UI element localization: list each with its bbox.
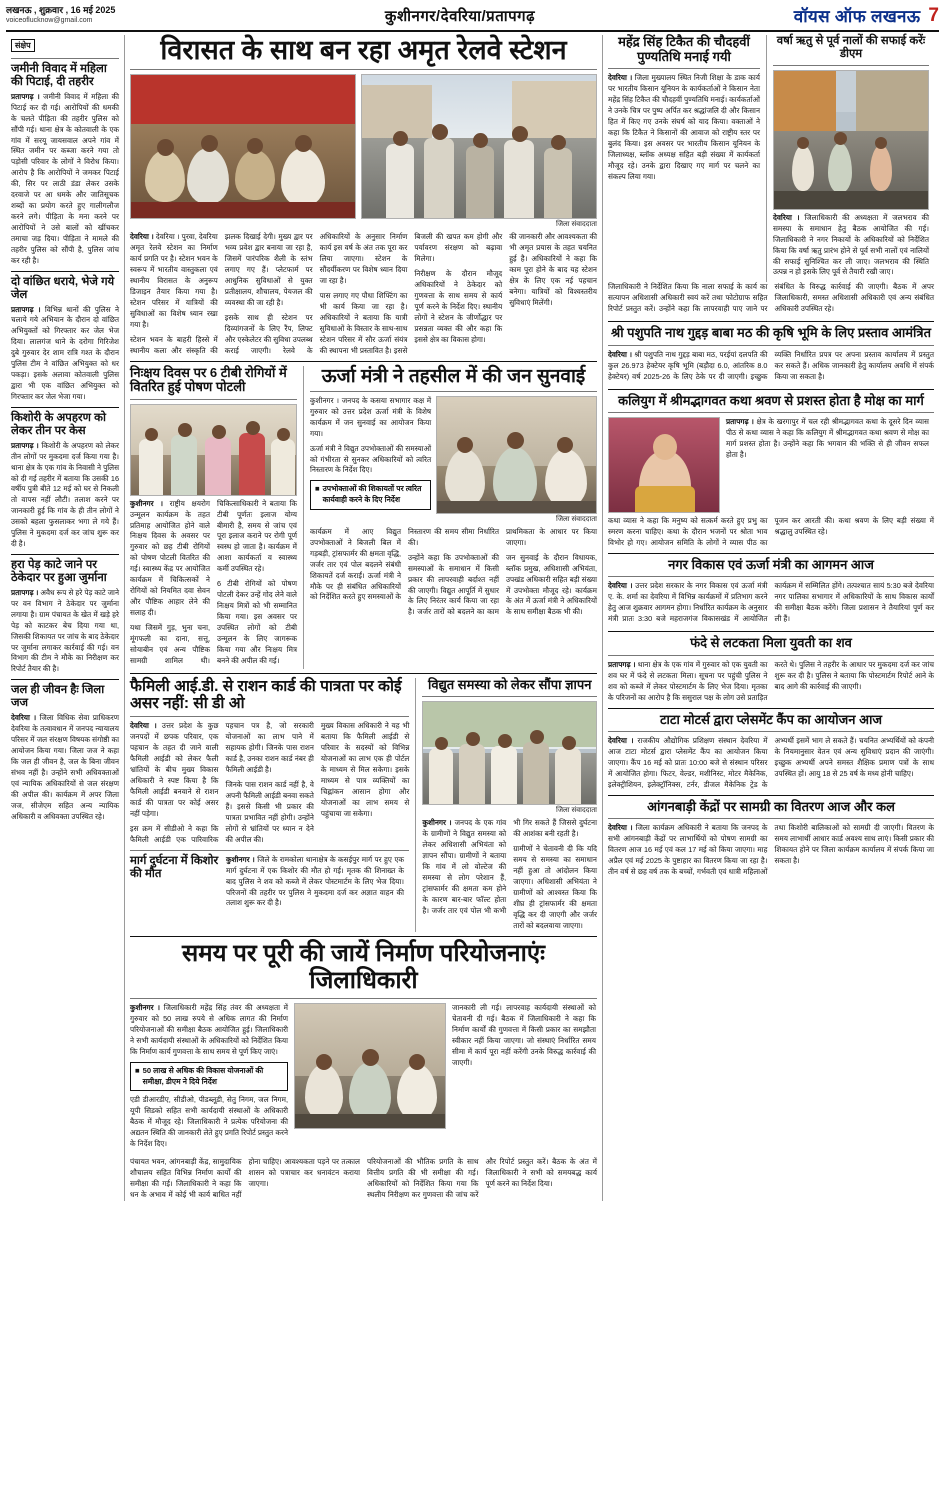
column-center	[124, 35, 602, 1201]
body-text: निरीक्षण के दौरान मौजूद अधिकारियों ने ठेकेदार को गुणवत्ता के साथ समय से कार्य पूर्ण करने के निर्देश दिए। स्थानीय लोगों ने स्टेशन के जीर्णोद्धार पर प्रसन्नता व्यक्त की और कहा कि इससे क्षेत्र का विकास होगा।	[414, 269, 503, 344]
body-text: परियोजनाओं की भौतिक प्रगति के साथ वित्तीय प्रगति की भी समीक्षा की गई। अधिकारियों को निर्देशित किया गया कि स्थलीय निरीक्षण कर गुणवत्ता की जांच करें और रिपोर्ट प्रस्तुत करें। बैठक के अंत में जिलाधिकारी ने सभी को समयबद्ध कार्य पूर्ण करने का निर्देश दिया।	[367, 1157, 597, 1199]
body-text: इस क्रम में सीडीओ ने कहा कि फैमिली आईडी एक पारिवारिक पहचान पत्र है, जो सरकारी योजनाओं का लाभ पाने में सहायक होगी। जिनके पास राशन कार्ड है, उनका राशन कार्ड नंबर ही फैमिली आईडी है।	[130, 721, 314, 844]
masthead	[6, 4, 939, 32]
drain-story-continuation	[608, 282, 934, 317]
math-story-body	[608, 350, 934, 385]
photo-caption: जिला संवाददाता	[556, 807, 597, 815]
column-right	[602, 35, 939, 1201]
energy-story-body	[310, 527, 597, 619]
story-energy-minister-hearing	[303, 366, 597, 669]
body-text: देवरिया । राजकीय औद्योगिक प्रशिक्षण संस्थान देवरिया में आज टाटा मोटर्स द्वारा प्लेसमेंट कैंप का आयोजन किया जाएगा। कैंप 16 मई को प्रातः 10:00 बजे से संस्थान परिसर में आयोजित होगा। फिटर, वेल्डर, मशीनिस्ट, मोटर मैकेनिक, इलेक्ट्रीशियन, इलेक्ट्रॉनिक्स, टर्नर, डीजल मैकेनिक ट्रेड के अभ्यर्थी इसमें भाग ले सकते हैं। चयनित अभ्यर्थियों को कंपनी के नियमानुसार वेतन एवं अन्य सुविधाएं प्रदान की जाएंगी। इच्छुक अभ्यर्थी अपने समस्त शैक्षिक प्रमाण पत्रों के साथ उपस्थित हों। आयु 18 से 25 वर्ष के मध्य होनी चाहिए।	[608, 736, 934, 789]
headline: जल ही जीवन हैः जिला जज	[11, 684, 105, 710]
contact-email: voiceoflucknow@gmail.com	[6, 17, 93, 25]
highlight-note: ■ उपभोक्ताओं की शिकायतों पर त्वरित कार्यवाही करने के दिए निर्देश	[310, 480, 431, 509]
photo-vidyut-memorandum	[422, 701, 597, 805]
story-pashupati-math-land	[608, 326, 934, 384]
headline: किशोरी के अपहरण को लेकर तीन पर केस	[11, 411, 106, 437]
body-text: प्रतापगढ़ । थाना क्षेत्र के एक गांव में गुरुवार को एक युवती का शव घर में फंदे से लटकता मिला। सूचना पर पहुंची पुलिस ने शव को कब्जे में लेकर पोस्टमार्टम के लिए भेज दिया। मृतका के परिजनों का आरोप है कि ससुराल पक्ष के लोग उसे प्रताड़ित करते थे। पुलिस ने तहरीर के आधार पर मुकदमा दर्ज कर जांच शुरू कर दी है। पुलिस ने बताया कि पोस्टमार्टम रिपोर्ट आने के बाद आगे की कार्रवाई की जाएगी।	[608, 659, 934, 702]
headline: दो वांछित धराये, भेजे गये जेल	[11, 275, 115, 301]
body-text: ऊर्जा मंत्री ने विद्युत उपभोक्ताओं की समस्याओं को गंभीरता से सुनकर अधिकारियों को त्वरित निस्तारण के निर्देश दिए।	[310, 443, 432, 475]
photo-station-assembly	[130, 74, 356, 219]
headline: ऊर्जा मंत्री ने तहसील में की जन सुनवाई	[321, 365, 586, 387]
story-construction-projects	[130, 941, 597, 1201]
headline: नगर विकास एवं ऊर्जा मंत्री का आगमन आज	[668, 556, 874, 572]
body-text: देवरिया । श्री पशुपति नाथ गुद्दड़ बाबा मठ, परईयां दलपति की कुल 26.973 हेक्टेयर कृषि भूमि (बड़ौदा 6.0, आंतरिक 8.0 हेक्टेयर) वर्ष 2025-26 के लिए ठेके पर दी जाएगी। इच्छुक व्यक्ति निर्धारित प्रपत्र पर अपना प्रस्ताव कार्यालय में प्रस्तुत कर सकते हैं। अधिक जानकारी हेतु कार्यालय अवधि में संपर्क किया जा सकता है।	[608, 349, 934, 381]
lead-story-body	[130, 232, 597, 356]
body-text: जिनके पास राशन कार्ड नहीं है, वे अपनी फैमिली आईडी बनवा सकते हैं। इससे किसी भी प्रकार की पात्रता प्रभावित नहीं होगी। उन्होंने लोगों से भ्रांतियों पर ध्यान न देने की अपील की।	[225, 780, 314, 844]
edition-title: कुशीनगर/देवरिया/प्रतापगढ़	[384, 8, 536, 25]
vidyut-story-body	[422, 818, 597, 931]
story-mahendra-singh-tikait	[608, 35, 760, 282]
bullet-icon: ■	[135, 1066, 140, 1076]
headline: कलियुग में श्रीमद्भागवत कथा श्रवण से प्रशस्त होता है मोक्ष का मार्ग	[618, 392, 924, 408]
story-tata-placement-camp	[608, 713, 934, 791]
story-girl-abduction	[11, 412, 119, 550]
body-text: ग्रामीणों ने चेतावनी दी कि यदि समय से समस्या का समाधान नहीं हुआ तो आंदोलन किया जाएगा। अधिशासी अभियंता ने ग्रामीणों को आश्वस्त किया कि शीघ्र ही ट्रांसफार्मर की क्षमता वृद्धि कर दी जाएगी और जर्जर तारों को बदलवाया जाएगा।	[513, 844, 597, 930]
body-text: की जानकारी और आवश्यकता की भी अमृत प्रयास के तहत चयनित हुई है। अधिकारियों ने कहा कि काम पूरा होने के बाद यह स्टेशन क्षेत्र के लिए एक नई पहचान बनेगा। यात्रियों को विश्वस्तरीय सुविधाएं मिलेंगी।	[509, 232, 597, 307]
bullet-icon: ■	[315, 484, 320, 494]
body-text: प्रतापगढ़ । विभिन्न थानों की पुलिस ने चलाये गये अभियान के दौरान दो वांछित अभियुक्तों को गिरफ्तार कर जेल भेज दिया। लालगंज थाने के दरोगा गिरिजेश दुबे गुरुवार देर शाम रात्रि गश्त के दौरान पुलिस टीम ने वांछित अभियुक्त को धर पकड़ा। इसके अलावा कोतवाली पुलिस द्वारा भी एक वांछित अभियुक्त को गिरफ्तार कर जेल भेजा गया।	[11, 304, 119, 401]
highlight-note: ■ 50 लाख से अधिक की विकास योजनाओं की समीक्षा, डीएम ने दिये निर्देश	[130, 1062, 288, 1091]
photo-energy-minister	[436, 396, 597, 514]
body-text: प्रतापगढ़ । अवैध रूप से हरे पेड़ काटे जाने पर वन विभाग ने ठेकेदार पर जुर्माना लगाया है। ग्राम पंचायत के खेत में खड़े हरे पेड़ को काटकर बेच दिया गया था, जिसकी शिकायत पर जांच के बाद ठेकेदार पर जुर्माना लगाकर कार्रवाई की गई। वन विभाग की टीम ने मौके का निरीक्षण कर रिपोर्ट तैयार की है।	[11, 587, 119, 674]
body-text: प्रतापगढ़ । जमीनी विवाद में महिला की पिटाई कर दी गई। आरोपियों की धमकी के चलते पीड़िता की तहरीर पुलिस को सौंपी गई। थाना क्षेत्र के कोतवाली के एक गांव में सरयू जायसवाल अपने गांव में स्थित जमीन पर कब्जा करने गया तो पड़ोसी परिवार के लोगों ने विरोध किया। आरोप है कि आरोपियों ने जमकर पिटाई की, सिर पर लाठी डंडा लेकर उसके दरवाजे पर आ धमके और जातिसूचक शब्दों का प्रयोग करते हुए गालीगलौज करने लगे। पीड़िता के मना करने पर आरोपियों ने उसे बालों को खींचकर तमाचा जड़ दिया। पीड़िता ने मामले की तहरीर पुलिस को सौंपी है, पुलिस जांच कर रही है।	[11, 91, 120, 265]
masthead-left	[6, 4, 216, 26]
body-text: कुशीनगर । जिले के रामकोला थानाक्षेत्र के कसईपुर मार्ग पर हुए एक मार्ग दुर्घटना में एक किशोर की मौत हो गई। मृतक की शिनाख्त के बाद पुलिस ने शव को कब्जे में लेकर पोस्टमार्टम के लिए भेज दिया। परिजनों की तहरीर पर पुलिस ने मुकदमा दर्ज कर अज्ञात वाहन की तलाश शुरू कर दी है।	[226, 854, 404, 908]
story-land-dispute	[11, 63, 119, 267]
photo-katha-vyas	[608, 417, 720, 513]
body-text: कुशीनगर । जनपद के एक गांव के ग्रामीणों ने विद्युत समस्या को लेकर अधिशासी अभियंता को ज्ञापन सौंपा। ग्रामीणों ने बताया कि गांव में लो वोल्टेज की समस्या से लोग परेशान हैं, ट्रांसफार्मर की क्षमता कम होने के कारण बार-बार फॉल्ट होता है। जर्जर तार एवं पोल भी कभी भी गिर सकते हैं जिससे दुर्घटना की आशंका बनी रहती है।	[422, 818, 597, 915]
family-id-body	[130, 721, 409, 845]
column-left	[6, 35, 124, 1201]
sankshep-kicker: संक्षेप	[11, 39, 35, 52]
story-bhagwat-katha	[608, 394, 934, 549]
body-text: इसके साथ ही स्टेशन पर दिव्यांगजनों के लिए रैंप, लिफ्ट और एस्केलेटर की सुविधा उपलब्ध कराई जाएगी। रेलवे के अधिकारियों के अनुसार निर्माण कार्य इस वर्ष के अंत तक पूरा कर लिया जाएगा। स्टेशन के सौंदर्यीकरण पर विशेष ध्यान दिया जा रहा है।	[224, 232, 408, 355]
body-text: प्रतापगढ़ । किशोरी के अपहरण को लेकर तीन लोगों पर मुकदमा दर्ज किया गया है। थाना क्षेत्र के एक गांव के निवासी ने पुलिस को दी गई तहरीर में बताया कि उसकी 16 वर्षीय पुत्री बीते 12 मई को घर से निकली तो वापस नहीं लौटी। तलाश करने पर जानकारी हुई कि गांव के ही तीन लोगों ने उसको बहला फुसलाकर भगा ले गये हैं। पुलिस ने मुकदमा दर्ज कर जांच शुरू कर दी है।	[11, 440, 119, 549]
body-text: स्टेशन भवन के बाहरी हिस्से में स्थानीय कला और संस्कृति की झलक दिखाई देगी। मुख्य द्वार पर भव्य प्रवेश द्वार बनाया जा रहा है, जिसमें पारंपरिक शैली के स्तंभ लगाए गए हैं। प्लेटफार्म पर आधुनिक सुविधाओं से युक्त प्रतीक्षालय, शौचालय, पेयजल की व्यवस्था की जा रही है।	[130, 232, 313, 355]
body-text: पंचायत भवन, आंगनबाड़ी केंद्र, सामुदायिक शौचालय सहित विभिन्न निर्माण कार्यों की समीक्षा की गई। जिलाधिकारी ने कहा कि धन के अभाव में कोई भी कार्य बाधित नहीं होना चाहिए। आवश्यकता पड़ने पर तत्काल शासन को पत्राचार कर धनावंटन कराया जाएगा।	[130, 1157, 360, 1199]
tb-story-body	[130, 499, 297, 669]
body-found-story-body	[608, 660, 934, 704]
story-vidyut-memorandum	[415, 678, 597, 932]
body-text: मुख्य विकास अधिकारी ने यह भी बताया कि फैमिली आईडी से परिवार के सदस्यों को विभिन्न योजनाओं का लाभ एक ही पोर्टल के माध्यम से मिल सकेगा। इसके माध्यम से पात्र व्यक्तियों का चिह्नांकन आसान होगा और योजनाओं का लाभ समय से पहुंचाया जा सकेगा।	[320, 721, 410, 818]
photo-drain-cleaning	[773, 70, 929, 210]
body-text: जानकारी ली गई। लापरवाह कार्यदायी संस्थाओं को चेतावनी दी गई। बैठक में जिलाधिकारी ने कहा कि निर्माण कार्यों की गुणवत्ता में किसी प्रकार का समझौता स्वीकार नहीं किया जाएगा। जो संस्थाएं निर्धारित समय सीमा में कार्य पूरा नहीं करेंगी उनके विरुद्ध कार्रवाई की जाएगी।	[452, 1003, 596, 1068]
headline: जमीनी विवाद में महिला की पिटाई, दी तहरीर	[11, 63, 107, 88]
minister-visit-body	[608, 581, 934, 627]
body-text: यथा जिसमें गुड़, भुना चना, मूंगफली का दाना, सत्तू, सोयाबीन एवं अन्य पौष्टिक सामग्री शामिल थी। चिकित्साधिकारी ने बताया कि टीबी पूर्णतः इलाज योग्य बीमारी है, समय से जांच एवं पूरा इलाज कराने पर रोगी पूर्ण स्वस्थ हो जाता है। कार्यक्रम में आशा कार्यकर्ता व स्वास्थ्य कर्मी उपस्थित रहे।	[130, 498, 297, 665]
body-text: 6 टीबी रोगियों को पोषण पोटली देकर उन्हें गोद लेने वाले निःक्षय मित्रों को भी सम्मानित किया गया। इस अवसर पर उपस्थित लोगों को टीबी उन्मूलन के लिए जागरूक किया गया और निःक्षय मित्र बनने की अपील की गई।	[217, 579, 297, 665]
row-tb-energy	[130, 366, 597, 669]
photo-caption: जिला संवाददाता	[556, 515, 597, 523]
story-tb-poshan-potli	[130, 366, 297, 669]
body-text: देवरिया । जिला विधिक सेवा प्राधिकरण देवरिया के तत्वावधान में जनपद न्यायालय परिसर में जल संरक्षण विषयक संगोष्ठी का आयोजन किया गया। जिला जज ने कहा कि जल ही जीवन है, जल के बिना जीवन संभव नहीं है। उन्होंने सभी अधिवक्ताओं एवं न्यायिक अधिकारियों से जल संरक्षण की अपील की। कार्यक्रम में अपर जिला जज, सीजेएम सहित अन्य न्यायिक अधिकारी व अधिवक्ता उपस्थित रहे।	[11, 713, 119, 821]
projects-story-body	[130, 1157, 597, 1201]
body-text: देवरिया । उत्तर प्रदेश सरकार के नगर विकास एवं ऊर्जा मंत्री ए. के. शर्मा का देवरिया में विभिन्न कार्यक्रमों में प्रतिभाग करने हेतु आज शुक्रवार आगमन होगा। निर्धारित कार्यक्रम के अनुसार मंत्री प्रातः 3:30 बजे महराजगंज विकासखंड में आयोजित कार्यक्रम में सम्मिलित होंगे। तत्पश्चात सायं 5:30 बजे देवरिया नगर पालिका सभागार में अधिकारियों के साथ विकास कार्यों की समीक्षा बैठक करेंगे। जिला प्रशासन ने तैयारियां पूर्ण कर ली हैं।	[608, 581, 934, 624]
body-text: देवरिया । जिलाधिकारी की अध्यक्षता में जलभराव की समस्या के समाधान हेतु बैठक आयोजित की गई। जिलाधिकारी ने नगर निकायों के अधिकारियों को निर्देशित किया कि वर्षा ऋतु प्रारंभ होने से पूर्व सभी नालों एवं नालियों की सफाई सुनिश्चित कर ली जाए। जलभराव की स्थिति उत्पन्न न हो इसके लिए पूर्व से तैयारी रखी जाए।	[773, 212, 929, 277]
headline: वर्षा ऋतु से पूर्व नालों की सफाई करेंः डीएम	[776, 35, 926, 60]
body-text: उन्होंने कहा कि उपभोक्ताओं की समस्याओं के समाधान में किसी प्रकार की लापरवाही बर्दाश्त नहीं की जाएगी। विद्युत आपूर्ति में सुधार के लिए निरंतर कार्य किया जा रहा है। जर्जर तारों को बदलने का काम प्राथमिकता के आधार पर किया जाएगा।	[408, 526, 597, 617]
newspaper-logo: वॉयस ऑफ लखनऊ	[793, 7, 921, 26]
story-minister-arrival	[608, 558, 934, 627]
headline: महेंद्र सिंह टिकैत की चौदहवीं पुण्यतिथि मनाई गयी	[618, 34, 750, 64]
row-mahendra-drain	[608, 35, 934, 282]
body-text: कुशीनगर । जनपद के कसया सभागार कक्ष में गुरुवार को उत्तर प्रदेश ऊर्जा मंत्री के विशेष कार्यक्रम में जन सुनवाई का आयोजन किया गया।	[310, 395, 432, 438]
story-woman-body-found	[608, 636, 934, 703]
body-text: कुशीनगर । राष्ट्रीय क्षयरोग उन्मूलन कार्यक्रम के तहत प्रतिमाह आयोजित होने वाले निःक्षय दिवस के अवसर पर गुरुवार को छह टीबी रोगियों को पोषण पोटली वितरित की गई। स्वास्थ्य केंद्र पर आयोजित कार्यक्रम में चिकित्सकों ने रोगियों को नियमित दवा सेवन और पौष्टिक आहार लेने की सलाह दी।	[130, 498, 210, 618]
headline: निःक्षय दिवस पर 6 टीबी रोगियों में वितरित हुई पोषण पोटली	[130, 364, 287, 395]
photo-caption: जिला संवाददाता	[556, 221, 597, 229]
anganwadi-story-body	[608, 823, 934, 878]
story-two-wanted	[11, 276, 119, 403]
story-anganwadi-distribution	[608, 800, 934, 878]
katha-story-continuation	[608, 516, 934, 549]
body-text: जिलाधिकारी ने निर्देशित किया कि नाला सफाई के कार्य का सत्यापन अधिशासी अधिकारी स्वयं करें तथा फोटोग्राफ सहित रिपोर्ट प्रस्तुत करें। उन्होंने कहा कि लापरवाही पाए जाने पर संबंधित के विरुद्ध कार्रवाई की जाएगी। बैठक में अपर जिलाधिकारी, समस्त अधिशासी अधिकारी एवं अन्य संबंधित अधिकारी उपस्थित रहे।	[608, 282, 934, 314]
body-text: देवरिया । उत्तर प्रदेश के कुछ जनपदों में छपक परिवार, एक पहचान के तहत दी जाने वाली फैमिली आईडी को लेकर फैली भ्रांतियों के बीच मुख्य विकास अधिकारी ने स्पष्ट किया है कि फैमिली आईडी बनवाने से राशन कार्ड की पात्रता पर कोई असर नहीं पड़ेगा।	[130, 721, 219, 818]
body-text: कथा व्यास ने कहा कि मनुष्य को सत्कर्म करते हुए प्रभु का स्मरण करना चाहिए। कथा के दौरान भजनों पर श्रोता भाव विभोर हो गए। आयोजन समिति के लोगों ने व्यास पीठ का पूजन कर आरती की। कथा श्रवण के लिए बड़ी संख्या में श्रद्धालु उपस्थित रहे।	[608, 516, 934, 547]
headline: फैमिली आई.डी. से राशन कार्ड की पात्रता पर कोई असर नहीं: सी डी ओ	[130, 677, 402, 713]
body-text: देवरिया । देवरिया । पुरवा, देवरिया अमृत रेलवे स्टेशन का निर्माण कार्य प्रगति पर है। स्टेशन भवन के स्वरूप में भारतीय वास्तुकला एवं स्थानीय विरासत के अनुरूप डिजाइन तैयार किया गया है। स्टेशन परिसर में यात्रियों की सुविधाओं का विशेष ध्यान रखा गया है।	[130, 232, 218, 329]
headline: टाटा मोटर्स द्वारा प्लेसमेंट कैंप का आयोजन आज	[660, 711, 882, 727]
headline: विरासत के साथ बन रहा अमृत रेलवे स्टेशन	[160, 35, 567, 65]
body-text: देवरिया । जिला मुख्यालय स्थित निजी शिक्षा के डाक कार्य पर भारतीय किसान यूनियन के कार्यकर्ताओं ने किसान नेता महेंद्र सिंह टिकैत की चौदहवीं पुण्यतिथि मनाई। कार्यकर्ताओं ने उनके चित्र पर पुष्प अर्पित कर श्रद्धांजलि दी और किसान हित में किए गए उनके संघर्ष को याद किया। वक्ताओं ने कहा कि टिकैत ने किसानों की आवाज को राष्ट्रीय स्तर पर बुलंद किया। इस अवसर पर भारतीय किसान यूनियन के जिलाध्यक्ष, ब्लॉक अध्यक्ष सहित बड़ी संख्या में कार्यकर्ता मौजूद रहे। उनके द्वारा दिखाए गए मार्ग पर चलने का संकल्प लिया गया।	[608, 73, 760, 181]
body-text: कार्यक्रम में आए विद्युत उपभोक्ताओं ने बिजली बिल में गड़बड़ी, ट्रांसफार्मर की क्षमता वृद्धि, जर्जर तार एवं पोल बदलने संबंधी शिकायतें दर्ज कराईं। ऊर्जा मंत्री ने मौके पर ही संबंधित अधिकारियों को निर्देशित करते हुए समस्याओं के निस्तारण की समय सीमा निर्धारित की।	[310, 526, 499, 602]
story-drain-cleaning	[766, 35, 929, 282]
headline: आंगनबाड़ी केंद्रों पर सामग्री का वितरण आज और कल	[647, 798, 895, 814]
photo-station-inspection	[361, 74, 597, 219]
body-text: देवरिया । जिला कार्यक्रम अधिकारी ने बताया कि जनपद के सभी आंगनबाड़ी केंद्रों पर लाभार्थियों को पोषण सामग्री का वितरण आज 16 मई एवं कल 17 मई को किया जाएगा। माह अप्रैल एवं मई 2025 के पुष्टाहार का वितरण किया जा रहा है। तीन वर्ष से छह वर्ष तक के बच्चों, गर्भवती एवं धात्री महिलाओं तथा किशोरी बालिकाओं को सामग्री दी जाएगी। वितरण के समय लाभार्थी आधार कार्ड अवश्य साथ लाएं। किसी प्रकार की शिकायत होने पर जिला कार्यक्रम कार्यालय में संपर्क किया जा सकता है।	[608, 823, 934, 877]
body-text: एडी डीआरडीए, सीडीओ, पीडब्लूडी, सेतु निगम, जल निगम, यूपी सिडको सहित सभी कार्यदायी संस्थाओं के अधिकारी बैठक में मौजूद रहे। जिलाधिकारी ने प्रत्येक परियोजना की अद्यतन स्थिति की जानकारी लेते हुए प्रगति रिपोर्ट प्रस्तुत करने के निर्देश दिए।	[130, 1095, 288, 1149]
body-text: पास लगाए गए पौधा शिफ्टिंग का भी कार्य किया जा रहा है। अधिकारियों ने बताया कि यात्री सुविधाओं के विस्तार के साथ-साथ स्टेशन परिसर में सौर ऊर्जा संयंत्र की स्थापना भी प्रस्तावित है। इससे बिजली की खपत कम होगी और पर्यावरण संरक्षण को बढ़ावा मिलेगा।	[319, 232, 503, 355]
headline: फंदे से लटकता मिला युवती का शव	[690, 635, 852, 651]
photo-tb-distribution	[130, 404, 297, 496]
headline: विद्युत समस्या को लेकर सौंपा ज्ञापन	[427, 676, 592, 692]
photo-dm-review-meeting	[294, 1003, 446, 1129]
body-text: जन सुनवाई के दौरान विधायक, ब्लॉक प्रमुख, अधिशासी अभियंता, उपखंड अधिकारी सहित बड़ी संख्या में उपभोक्ता मौजूद रहे। कार्यक्रम के अंत में ऊर्जा मंत्री ने अधिकारियों के साथ समीक्षा बैठक भी की।	[506, 552, 597, 617]
body-text: कुशीनगर । जिलाधिकारी महेंद्र सिंह तंवर की अध्यक्षता में गुरुवार को 50 लाख रुपये से अधिक लागत की निर्माण परियोजनाओं की समीक्षा बैठक आयोजित हुई। जिलाधिकारी ने सभी कार्यदायी संस्थाओं के अधिकारियों को निर्देशित किया कि निर्माण कार्य गुणवत्ता के साथ समय से पूर्ण किए जाएं।	[130, 1003, 288, 1057]
story-water-is-life	[11, 684, 119, 822]
headline: समय पर पूरी की जायें निर्माण परियोजनाएंः जिलाधिकारी	[182, 939, 545, 994]
headline: मार्ग दुर्घटना में किशोर की मौत	[130, 854, 219, 880]
tata-story-body	[608, 736, 934, 791]
story-amrit-railway-station	[130, 35, 597, 357]
masthead-right	[704, 4, 939, 27]
body-text: प्रतापगढ़ । क्षेत्र के खरगापुर में चल रही श्रीमद्भागवत कथा के दूसरे दिन व्यास पीठ से कथा व्यास ने कहा कि कलियुग में श्रीमद्भागवत कथा श्रवण से मोक्ष का मार्ग प्रशस्त होता है। उन्होंने कहा कि भगवान की भक्ति से ही जीवन सफल होता है।	[726, 417, 929, 459]
page-grid	[6, 35, 939, 1201]
publication-date: लखनऊ , शुक्रवार , 16 मई 2025	[6, 5, 116, 15]
headline: हरा पेड़ काटे जाने पर ठेकेदार पर हुआ जुर्माना	[11, 559, 107, 584]
page-number: 7	[928, 4, 939, 26]
headline: श्री पशुपति नाथ गुद्दड़ बाबा मठ की कृषि भूमि के लिए प्रस्ताव आमंत्रित	[611, 325, 931, 341]
story-tree-cutting-fine	[11, 559, 119, 675]
row-familyid-vidyut	[130, 678, 597, 932]
photo-row	[130, 74, 597, 219]
story-family-id	[130, 678, 409, 932]
